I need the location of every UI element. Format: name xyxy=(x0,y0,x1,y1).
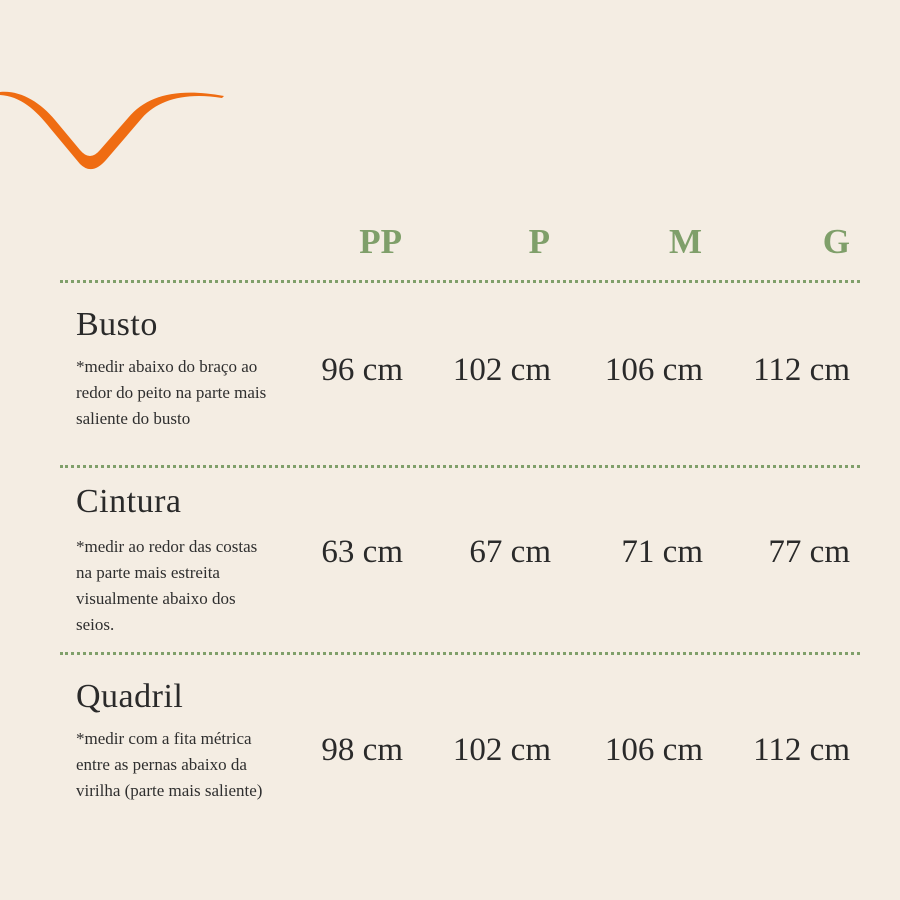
value-busto-pp: 96 cm xyxy=(321,352,403,388)
divider xyxy=(60,280,860,283)
size-header-pp: PP xyxy=(359,222,402,261)
value-quadril-pp: 98 cm xyxy=(321,732,403,768)
value-cintura-g: 77 cm xyxy=(768,534,850,570)
value-quadril-p: 102 cm xyxy=(452,732,551,768)
row-title-quadril: Quadril xyxy=(76,678,184,715)
brand-logo-icon xyxy=(0,80,230,180)
value-busto-p: 102 cm xyxy=(452,352,551,388)
row-title-cintura: Cintura xyxy=(76,483,182,520)
value-quadril-m: 106 cm xyxy=(604,732,703,768)
row-note-quadril: *medir com a fita métrica entre as pernas abaixo da virilha (parte mais saliente) xyxy=(76,729,263,800)
value-busto-g: 112 cm xyxy=(753,352,850,388)
value-cintura-pp: 63 cm xyxy=(321,534,403,570)
size-header-p: P xyxy=(528,222,550,261)
value-busto-m: 106 cm xyxy=(604,352,703,388)
orange-v-swoosh-icon xyxy=(0,92,224,169)
value-cintura-m: 71 cm xyxy=(621,534,703,570)
size-header-g: G xyxy=(822,222,850,261)
size-header-m: M xyxy=(668,222,702,261)
row-note-cintura: *medir ao redor das costas na parte mais estreita visualmente abaixo dos seios. xyxy=(76,537,258,634)
value-quadril-g: 112 cm xyxy=(753,732,850,768)
value-cintura-p: 67 cm xyxy=(469,534,551,570)
row-title-busto: Busto xyxy=(76,306,158,343)
divider xyxy=(60,465,860,468)
divider xyxy=(60,652,860,655)
row-note-busto: *medir abaixo do braço ao redor do peito na parte mais saliente do busto xyxy=(76,357,267,428)
